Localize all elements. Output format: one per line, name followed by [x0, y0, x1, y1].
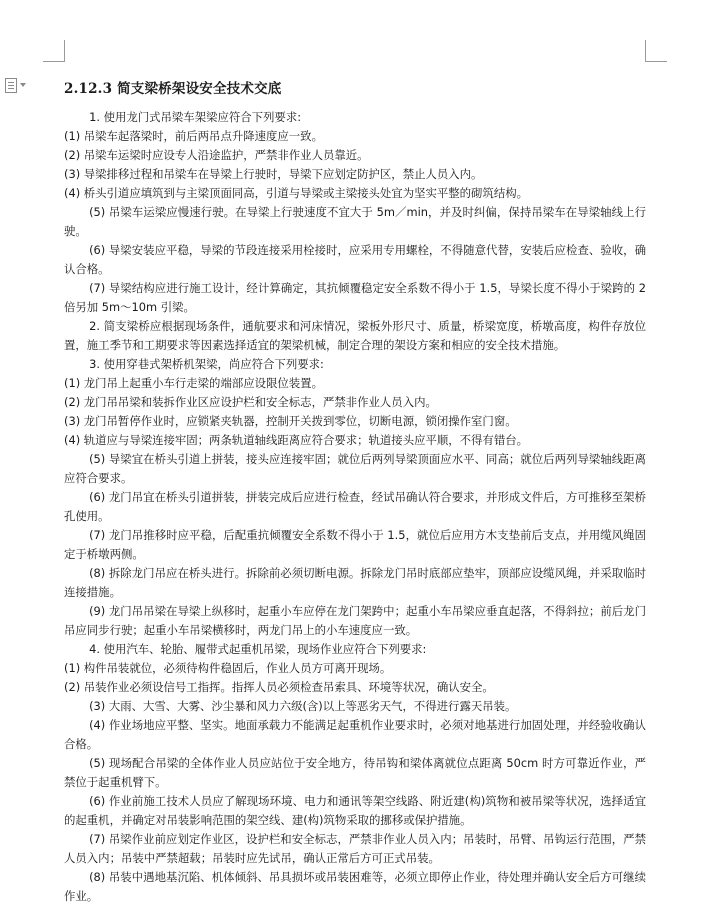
- paragraph: (6) 作业前施工技术人员应了解现场环境、电力和通讯等架空线路、附近建(构)筑物和被吊梁等状况，选择适宜的起重机，并确定对吊装影响范围的架空线、建(构)筑物采取的挪移或保护措施。: [64, 794, 646, 827]
- paragraph: (7) 导梁结构应进行施工设计，经计算确定，其抗倾覆稳定安全系数不得小于 1.5，导梁长度不得小于梁跨的 2 倍另加 5m～10m 引梁。: [64, 281, 646, 314]
- chevron-down-icon: [20, 83, 26, 87]
- paragraph: 1. 使用龙门式吊梁车架梁应符合下列要求:: [89, 110, 302, 124]
- document-icon: [5, 78, 17, 93]
- paragraph: (9) 龙门吊吊梁在导梁上纵移时，起重小车应停在龙门架跨中；起重小车吊梁应垂直起落，不得斜拉；前后龙门吊应同步行驶；起重小车吊梁横移时，两龙门吊上的小车速度应一致。: [64, 604, 646, 637]
- paragraph: (3) 大雨、大雪、大雾、沙尘暴和风力六级(含)以上等恶劣天气，不得进行露天吊装。: [89, 699, 517, 713]
- paragraph: (5) 导梁宜在桥头引道上拼装，接头应连接牢固；就位后两列导梁顶面应水平、同高；就位后两列导梁轴线距离应符合要求。: [64, 452, 646, 485]
- paragraph: (5) 吊梁车运梁应慢速行驶。在导梁上行驶速度不宜大于 5m／min，并及时纠偏，保持吊梁车在导梁轴线上行驶。: [64, 205, 646, 238]
- paragraph: (3) 导梁排移过程和吊梁车在导梁上行驶时，导梁下应划定防护区，禁止人员入内。: [64, 167, 483, 181]
- paragraph: (6) 导梁安装应平稳，导梁的节段连接采用栓接时，应采用专用螺栓，不得随意代替，安装后应检查、验收，确认合格。: [64, 243, 646, 276]
- paragraph: (2) 吊梁车运梁时应设专人沿途监护，严禁非作业人员靠近。: [64, 148, 369, 162]
- paragraph: (1) 吊梁车起落梁时，前后两吊点升降速度应一致。: [64, 129, 323, 143]
- paragraph: 2. 简支梁桥应根据现场条件，通航要求和河床情况，梁板外形尺寸、质量，桥梁宽度，桥墩高度，构件存放位置，施工季节和工期要求等因素选择适宜的架梁机械，制定合理的架设方案和相应的安全技术措施。: [64, 319, 646, 352]
- crop-mark-top-right-v: [645, 40, 646, 62]
- paragraph: (4) 轨道应与导梁连接牢固；两条轨道轴线距离应符合要求；轨道接头应平顺，不得有错台。: [64, 433, 528, 447]
- paragraph: (4) 作业场地应平整、坚实。地面承载力不能满足起重机作业要求时，必须对地基进行加固处理，并经验收确认合格。: [64, 718, 646, 751]
- paragraph: (5) 现场配合吊梁的全体作业人员应站位于安全地方，待吊钩和梁体离就位点距离 50cm 时方可靠近作业，严禁位于起重机臂下。: [64, 756, 646, 789]
- paragraph: (7) 吊梁作业前应划定作业区，设护栏和安全标志，严禁非作业人员入内；吊装时，吊臂、吊钩运行范围，严禁人员入内；吊装中严禁超载；吊装时应先试吊，确认正常后方可正式吊装。: [64, 832, 646, 865]
- paragraph: (8) 吊装中遇地基沉陷、机体倾斜、吊具损坏或吊装困难等，必须立即停止作业，待处理并确认安全后方可继续作业。: [64, 870, 646, 903]
- paragraph: (8) 拆除龙门吊应在桥头进行。拆除前必须切断电源。拆除龙门吊时底部应垫牢，顶部应设缆风绳，并采取临时连接措施。: [64, 566, 646, 599]
- document-body: [64, 108, 646, 906]
- paragraph: (4) 桥头引道应填筑到与主梁顶面同高，引道与导梁或主梁接头处宜为坚实平整的砌筑结构。: [64, 186, 528, 200]
- crop-mark-top-left-h: [43, 61, 65, 62]
- paragraph: (1) 龙门吊上起重小车行走梁的端部应设限位装置。: [64, 376, 323, 390]
- crop-mark-top-right-h: [645, 61, 667, 62]
- paragraph: (2) 吊装作业必须设信号工指挥。指挥人员必须检查吊索具、环境等状况，确认安全。: [64, 680, 494, 694]
- paragraph: (1) 构件吊装就位，必须待构件稳固后，作业人员方可离开现场。: [64, 661, 392, 675]
- navigation-pane-icon[interactable]: [5, 77, 35, 93]
- paragraph: (2) 龙门吊吊梁和装拆作业区应设护栏和安全标志，严禁非作业人员入内。: [64, 395, 437, 409]
- paragraph: 4. 使用汽车、轮胎、履带式起重机吊梁，现场作业应符合下列要求:: [89, 642, 427, 656]
- paragraph: 3. 使用穿巷式架桥机架梁，尚应符合下列要求:: [89, 357, 324, 371]
- paragraph: (3) 龙门吊暂停作业时，应锁紧夹轨器，控制开关拨到零位，切断电源，锁闭操作室门窗。: [64, 414, 517, 428]
- crop-mark-top-left-v: [64, 40, 65, 62]
- paragraph: (7) 龙门吊推移时应平稳，后配重抗倾覆安全系数不得小于 1.5，就位后应用方木支垫前后支点，并用缆风绳固定于桥墩两侧。: [64, 528, 646, 561]
- paragraph: (6) 龙门吊宜在桥头引道拼装，拼装完成后应进行检查，经试吊确认符合要求，并形成文件后，方可推移至架桥孔使用。: [64, 490, 646, 523]
- section-heading: 2.12.3 简支梁桥架设安全技术交底: [64, 81, 282, 97]
